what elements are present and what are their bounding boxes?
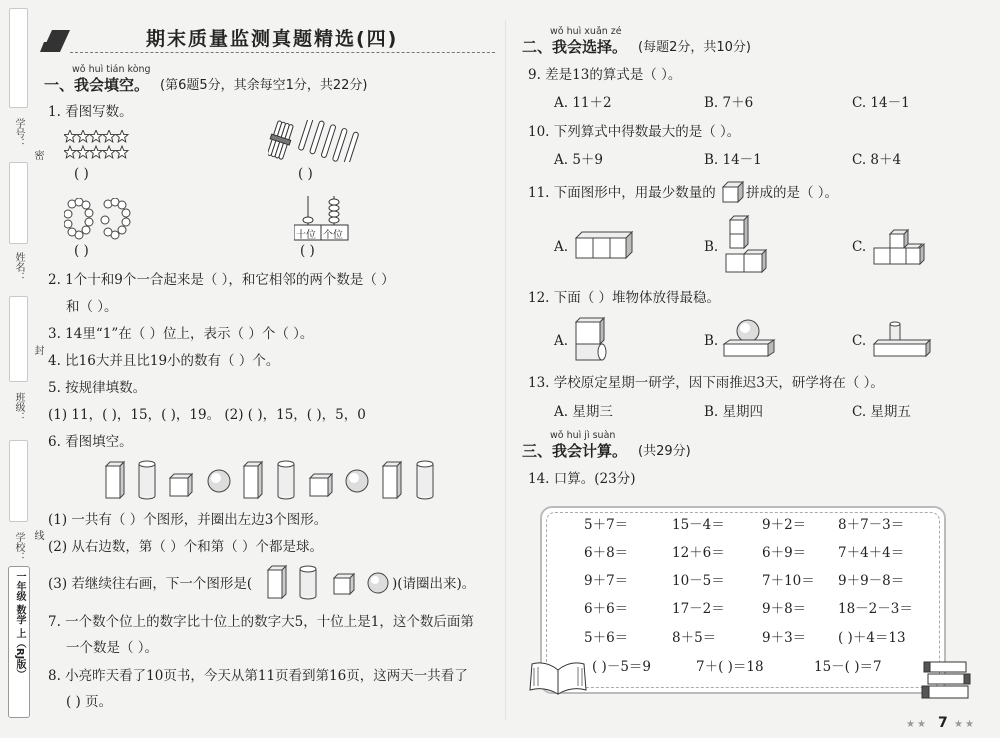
page-title: 期末质量监测真题精选(四): [146, 28, 399, 50]
cylinder-1-icon: [139, 461, 155, 499]
label-class: 班级：: [13, 392, 24, 422]
q12-option-c[interactable]: C.: [852, 333, 867, 349]
seal-mark-mi: 密: [32, 150, 43, 160]
choice-sphere-icon: [368, 573, 388, 593]
calc-r1c3[interactable]: 9＋2＝: [762, 517, 807, 533]
calc-r5c2[interactable]: 8＋5＝: [672, 630, 717, 646]
name-box[interactable]: [9, 162, 28, 244]
q14-text: 14. 口算。(23分): [528, 471, 636, 487]
calc-r4c1[interactable]: 6＋6＝: [584, 601, 629, 617]
sec1-pinyin: wǒ huì tián kòng: [72, 64, 151, 75]
cuboid-3-icon: [383, 462, 401, 498]
cube-1-icon: [170, 474, 192, 496]
q12-option-b[interactable]: B.: [704, 333, 719, 349]
small-cube-icon: [721, 181, 745, 207]
sphere-2-icon: [346, 470, 368, 492]
page-divider: [505, 20, 506, 720]
q9-option-a[interactable]: A. 11＋2: [554, 95, 612, 111]
seal-mark-feng: 封: [32, 345, 43, 355]
q1-answer-sticks[interactable]: ( ): [298, 166, 313, 182]
q11-option-a[interactable]: A.: [554, 239, 569, 255]
calc-r3c4[interactable]: 9＋9－8＝: [838, 573, 905, 589]
choice-cube-icon: [334, 574, 354, 594]
q11-figure-a[interactable]: [574, 228, 638, 266]
calc-r3c2[interactable]: 10－5＝: [672, 573, 725, 589]
q6-part3-post: )(请圈出来)。: [392, 576, 476, 592]
title-bar-decoration: [40, 30, 72, 52]
q9-option-b[interactable]: B. 7＋6: [704, 95, 754, 111]
calc-r1c2[interactable]: 15－4＝: [672, 517, 725, 533]
calc-r6c2[interactable]: 7＋( )＝18: [696, 659, 764, 675]
calc-r4c4[interactable]: 18－2－3＝: [838, 601, 913, 617]
calc-r2c4[interactable]: 7＋4＋4＝: [838, 545, 905, 561]
choice-cuboid-icon: [268, 566, 286, 598]
calc-r2c3[interactable]: 6＋9＝: [762, 545, 807, 561]
q11-option-b[interactable]: B.: [704, 239, 719, 255]
cuboid-1-icon: [106, 462, 124, 498]
sec2-pinyin: wǒ huì xuǎn zé: [550, 26, 622, 37]
calc-r6c3[interactable]: 15－( )＝7: [814, 659, 882, 675]
cube-2-icon: [310, 474, 332, 496]
seal-mark-xian: 线: [32, 530, 43, 540]
sec3-pinyin: wǒ huì jì suàn: [550, 430, 616, 441]
q6-part1: (1) 一共有（ ）个图形，并圈出左边3个图形。: [48, 512, 328, 528]
q11-text-post: 拼成的是（ ）。: [746, 185, 839, 201]
q11-figure-c[interactable]: [872, 226, 928, 272]
q1-text: 1. 看图写数。: [48, 104, 133, 120]
footer-stars-right: ★★: [954, 719, 976, 730]
calc-r6c1[interactable]: ( )－5＝9: [592, 659, 652, 675]
cylinder-2-icon: [278, 461, 294, 499]
q6-choice-shapes[interactable]: [264, 564, 394, 604]
q7-line2: 一个数是（ ）。: [66, 640, 159, 656]
q10-option-b[interactable]: B. 14－1: [704, 152, 762, 168]
q6-text: 6. 看图填空。: [48, 434, 133, 450]
q10-text: 10. 下列算式中得数最大的是（ ）。: [528, 124, 741, 140]
q8-line2: ( ) 页。: [66, 694, 113, 710]
beads-picture: [64, 198, 134, 244]
sec1-note: (第6题5分，其余每空1分，共22分): [160, 78, 368, 93]
choice-cylinder-icon: [300, 566, 316, 599]
q13-option-c[interactable]: C. 星期五: [852, 404, 911, 420]
q12-text: 12. 下面（ ）堆物体放得最稳。: [528, 290, 721, 306]
sticks-picture: [268, 120, 368, 166]
student-id-box[interactable]: [9, 8, 28, 108]
q3-text: 3. 14里“1”在（ ）位上，表示（ ）个（ ）。: [48, 326, 314, 342]
q1-answer-abacus[interactable]: ( ): [300, 243, 315, 259]
q12-figure-c[interactable]: [872, 320, 934, 364]
shapes-row: [100, 460, 440, 504]
calc-r2c1[interactable]: 6＋8＝: [584, 545, 629, 561]
sec2-note: (每题2分，共10分): [638, 40, 751, 55]
q5-sequences: (1) 11，( )，15，( )，19。 (2) ( )，15，( )，5，0: [48, 407, 366, 423]
calc-r5c4[interactable]: ( )＋4＝13: [838, 630, 906, 646]
label-student-id: 学号：: [13, 118, 24, 148]
q13-text: 13. 学校原定星期一研学，因下雨推迟3天，研学将在（ ）。: [528, 375, 884, 391]
q9-option-c[interactable]: C. 14－1: [852, 95, 910, 111]
q13-option-a[interactable]: A. 星期三: [554, 404, 613, 420]
cylinder-3-icon: [417, 461, 433, 499]
cuboid-2-icon: [244, 462, 262, 498]
calc-r3c3[interactable]: 7＋10＝: [762, 573, 815, 589]
q6-part3-pre: (3) 若继续往右画，下一个图形是(: [48, 576, 253, 592]
calc-r2c2[interactable]: 12＋6＝: [672, 545, 725, 561]
q10-option-c[interactable]: C. 8＋4: [852, 152, 902, 168]
stars-picture: [64, 130, 130, 168]
q6-part2: (2) 从右边数，第（ ）个和第（ ）个都是球。: [48, 539, 323, 555]
q11-text-pre: 11. 下面图形中，用最少数量的: [528, 185, 716, 201]
q2-line1: 2. 1个十和9个一合起来是（ ），和它相邻的两个数是（ ）: [48, 272, 395, 288]
q9-text: 9. 差是13的算式是（ ）。: [528, 67, 682, 83]
q7-line1: 7. 一个数个位上的数字比十位上的数字大5，十位上是1，这个数后面第: [48, 614, 474, 630]
calc-r3c1[interactable]: 9＋7＝: [584, 573, 629, 589]
q12-option-a[interactable]: A.: [554, 333, 569, 349]
calc-r5c3[interactable]: 9＋3＝: [762, 630, 807, 646]
binding-strip: [0, 0, 43, 738]
title-underline: [70, 52, 495, 53]
abacus-label-tens: 十位: [296, 230, 316, 241]
q4-text: 4. 比16大并且比19小的数有（ ）个。: [48, 353, 280, 369]
q11-figure-b[interactable]: [722, 214, 770, 280]
sec3-note: (共29分): [638, 444, 691, 459]
calc-r5c1[interactable]: 5＋6＝: [584, 630, 629, 646]
book-tag: [8, 566, 30, 718]
q5-text: 5. 按规律填数。: [48, 380, 147, 396]
abacus-label-ones: 个位: [323, 230, 343, 241]
q13-option-b[interactable]: B. 星期四: [704, 404, 764, 420]
calc-r1c1[interactable]: 5＋7＝: [584, 517, 629, 533]
q2-line2: 和（ ）。: [66, 299, 118, 315]
sec2-heading: 二、我会选择。: [522, 38, 628, 56]
q12-figure-b[interactable]: [722, 318, 776, 364]
school-box[interactable]: [9, 440, 28, 522]
sec3-heading: 三、我会计算。: [522, 442, 628, 460]
sphere-1-icon: [208, 470, 230, 492]
calc-r4c3[interactable]: 9＋8＝: [762, 601, 807, 617]
q11-option-c[interactable]: C.: [852, 239, 867, 255]
abacus-picture: [294, 194, 350, 246]
stacked-books-icon: [920, 658, 976, 708]
class-box[interactable]: [9, 296, 28, 382]
book-tag-text: 一年级 数学 上（RJ版）: [14, 571, 25, 680]
calc-r4c2[interactable]: 17－2＝: [672, 601, 725, 617]
q12-figure-a[interactable]: [572, 316, 612, 368]
sec1-heading: 一、我会填空。: [44, 76, 150, 94]
label-school: 学校：: [13, 532, 24, 562]
q10-option-a[interactable]: A. 5＋9: [554, 152, 604, 168]
q1-answer-beads[interactable]: ( ): [74, 243, 89, 259]
open-book-icon: [528, 656, 588, 702]
footer-stars-left: ★★: [906, 719, 928, 730]
label-name: 姓名：: [13, 252, 24, 282]
page-number: 7: [938, 715, 948, 731]
q1-answer-stars[interactable]: ( ): [74, 166, 89, 182]
calc-r1c4[interactable]: 8＋7－3＝: [838, 517, 905, 533]
q8-line1: 8. 小亮昨天看了10页书，今天从第11页看到第16页，这两天一共看了: [48, 668, 468, 684]
